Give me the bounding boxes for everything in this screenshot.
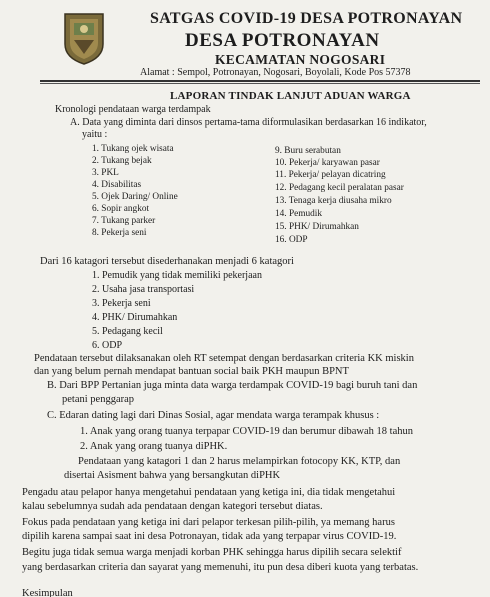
c-note-text-cont: disertai Asisment bahwa yang bersangkutan diPHK bbox=[64, 470, 281, 481]
paragraph-text: Begitu juga tidak semua warga menjadi korban PHK sehingga harus dipilih secara selektif bbox=[22, 547, 402, 558]
indicator-item: 3. PKL bbox=[92, 168, 119, 178]
point-b-text: B. Dari BPP Pertanian juga minta data warga terdampak COVID-19 bagi buruh tani dan bbox=[47, 380, 418, 391]
indicator-item: 10. Pekerja/ karyawan pasar bbox=[275, 158, 380, 168]
paragraph-text: dipilih karena sampai saat ini desa Potronayan, tidak ada yang terpapar virus COVID-19. bbox=[22, 531, 397, 542]
indicator-item: 8. Pekerja seni bbox=[92, 228, 147, 238]
paragraph-text: Pengadu atau pelapor hanya mengetahui pendataan yang ketiga ini, dia tidak mengetahui bbox=[22, 487, 396, 498]
paragraph-text: kalau sebelumnya sudah ada pendataan dengan kategori tersebut diatas. bbox=[22, 501, 323, 512]
indicator-item: 11. Pekerja/ pelayan dicatring bbox=[275, 170, 386, 180]
paragraph-text: dan yang belum pernah mendapat bantuan social baik PKH maupun BPNT bbox=[34, 366, 349, 377]
header-rule-thin bbox=[40, 83, 480, 84]
category-item: 5. Pedagang kecil bbox=[92, 326, 163, 337]
org-name: SATGAS COVID-19 DESA POTRONAYAN bbox=[150, 10, 463, 27]
address: Alamat : Sempol, Potronayan, Nogosari, Boyolali, Kode Pos 57378 bbox=[140, 67, 411, 78]
indicator-item: 13. Tenaga kerja diusaha mikro bbox=[275, 196, 392, 206]
point-a-text-cont: yaitu : bbox=[82, 129, 108, 140]
simplified-intro: Dari 16 katagori tersebut disederhanakan menjadi 6 katagori bbox=[40, 256, 294, 267]
category-item: 1. Pemudik yang tidak memiliki pekerjaan bbox=[92, 270, 262, 281]
indicator-item: 5. Ojek Daring/ Online bbox=[92, 192, 178, 202]
category-item: 6. ODP bbox=[92, 340, 123, 351]
paragraph-text: Fokus pada pendataan yang ketiga ini dari pelapor terkesan pilih-pilih, ya memang harus bbox=[22, 517, 395, 528]
point-c-text: C. Edaran dating lagi dari Dinas Sosial, agar mendata warga terampak khusus : bbox=[47, 410, 380, 421]
document-title: LAPORAN TINDAK LANJUT ADUAN WARGA bbox=[170, 90, 411, 102]
point-a-text: A. Data yang diminta dari dinsos pertama-tama diformulasikan berdasarkan 16 indikator, bbox=[70, 117, 427, 128]
c-note-text: Pendataan yang katagori 1 dan 2 harus melampirkan fotocopy KK, KTP, dan bbox=[78, 456, 401, 467]
district-name: KECAMATAN NOGOSARI bbox=[215, 52, 386, 67]
c-item: 2. Anak yang orang tuanya diPHK. bbox=[80, 441, 228, 452]
indicator-item: 14. Pemudik bbox=[275, 209, 323, 219]
village-name: DESA POTRONAYAN bbox=[185, 30, 380, 51]
category-item: 2. Usaha jasa transportasi bbox=[92, 284, 195, 295]
cutoff-heading: Kesimpulan bbox=[22, 588, 73, 597]
indicator-item: 12. Pedagang kecil peralatan pasar bbox=[275, 183, 404, 193]
indicator-item: 1. Tukang ojek wisata bbox=[92, 144, 174, 154]
indicator-item: 16. ODP bbox=[275, 235, 308, 245]
regency-emblem-icon bbox=[62, 10, 106, 66]
intro-text: Kronologi pendataan warga terdampak bbox=[55, 104, 211, 115]
c-item: 1. Anak yang orang tuanya terpapar COVID-19 dan berumur dibawah 18 tahun bbox=[80, 426, 413, 437]
indicator-item: 2. Tukang bejak bbox=[92, 156, 152, 166]
paragraph-text: yang berdasarkan criteria dan sayarat yang memenuhi, itu pun desa diberi kuota yang terbatas. bbox=[22, 562, 419, 573]
indicator-item: 7. Tukang parker bbox=[92, 216, 156, 226]
paragraph-text: Pendataan tersebut dilaksanakan oleh RT setempat dengan berdasarkan criteria KK miskin bbox=[34, 353, 414, 364]
indicator-item: 4. Disabilitas bbox=[92, 180, 142, 190]
category-item: 4. PHK/ Dirumahkan bbox=[92, 312, 178, 323]
indicator-item: 9. Buru serabutan bbox=[275, 146, 341, 156]
indicator-item: 6. Sopir angkot bbox=[92, 204, 150, 214]
header-rule bbox=[40, 80, 480, 82]
point-b-text-cont: petani penggarap bbox=[62, 394, 135, 405]
indicator-item: 15. PHK/ Dirumahkan bbox=[275, 222, 359, 232]
category-item: 3. Pekerja seni bbox=[92, 298, 151, 309]
